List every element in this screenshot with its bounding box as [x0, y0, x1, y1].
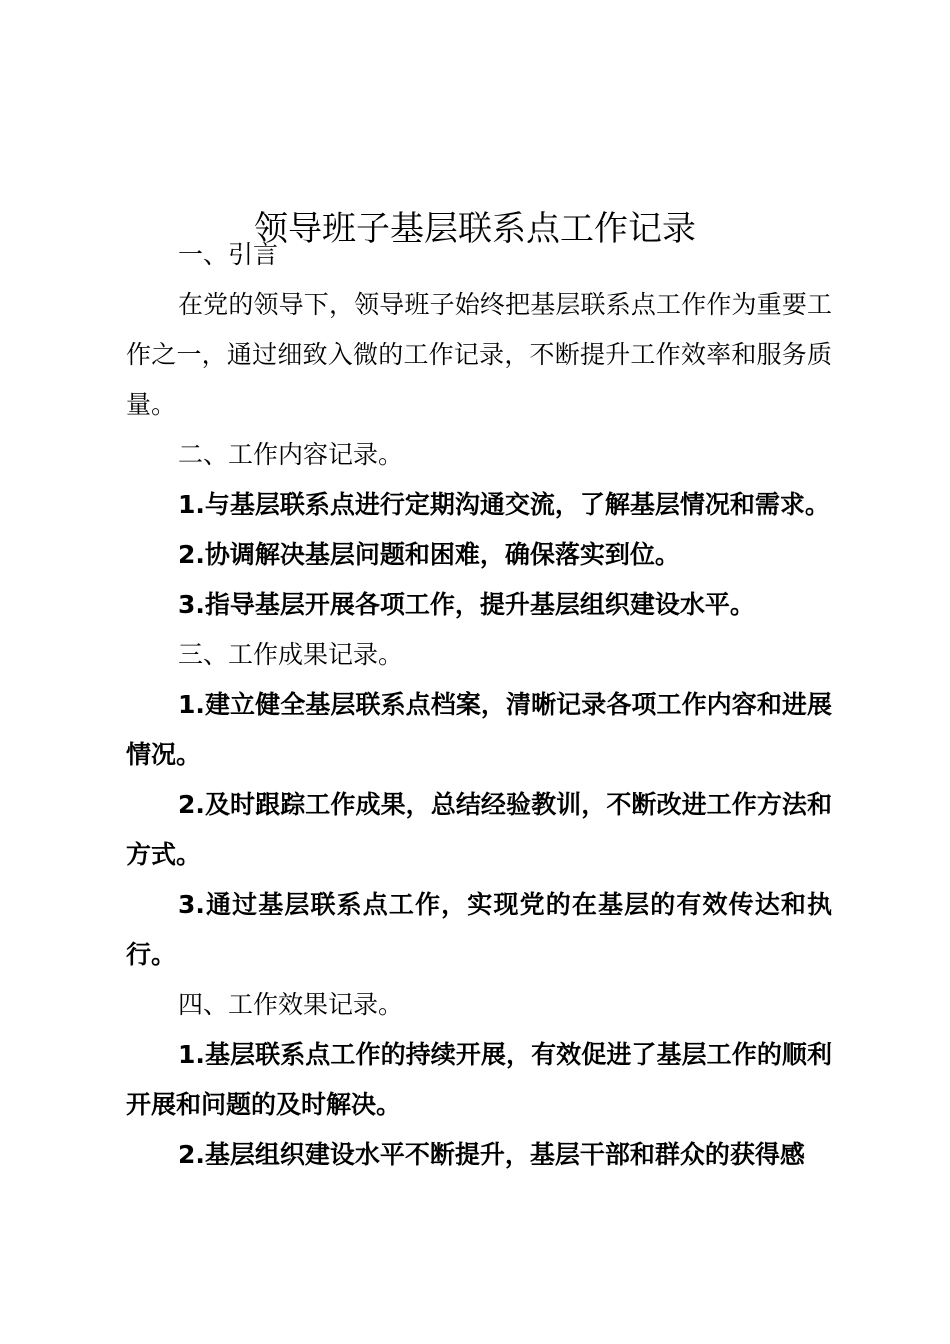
intro-paragraph: 在党的领导下，领导班子始终把基层联系点工作作为重要工作之一，通过细致入微的工作记录，不断提升工作效率和服务质量。 — [126, 290, 832, 419]
document-body — [126, 230, 832, 1180]
work-content-item-1: 1.与基层联系点进行定期沟通交流，了解基层情况和需求。 — [178, 490, 830, 519]
section-heading-intro: 一、引言 — [178, 240, 279, 269]
work-results-item-2: 2.及时跟踪工作成果，总结经验教训，不断改进工作方法和方式。 — [126, 790, 832, 869]
work-content-item-2: 2.协调解决基层问题和困难，确保落实到位。 — [178, 540, 680, 569]
work-results-item-1: 1.建立健全基层联系点档案，清晰记录各项工作内容和进展情况。 — [126, 690, 832, 769]
work-results-item-3: 3.通过基层联系点工作，实现党的在基层的有效传达和执行。 — [126, 890, 832, 969]
section-heading-work-results: 三、工作成果记录。 — [178, 640, 404, 669]
page-title: 领导班子基层联系点工作记录 — [254, 208, 696, 249]
section-heading-work-effects: 四、工作效果记录。 — [178, 990, 404, 1019]
work-content-item-3: 3.指导基层开展各项工作，提升基层组织建设水平。 — [178, 590, 755, 619]
work-effects-item-2: 2.基层组织建设水平不断提升，基层干部和群众的获得感 — [178, 1140, 805, 1169]
section-heading-work-content: 二、工作内容记录。 — [178, 440, 404, 469]
work-effects-item-1: 1.基层联系点工作的持续开展，有效促进了基层工作的顺利开展和问题的及时解决。 — [126, 1040, 832, 1119]
